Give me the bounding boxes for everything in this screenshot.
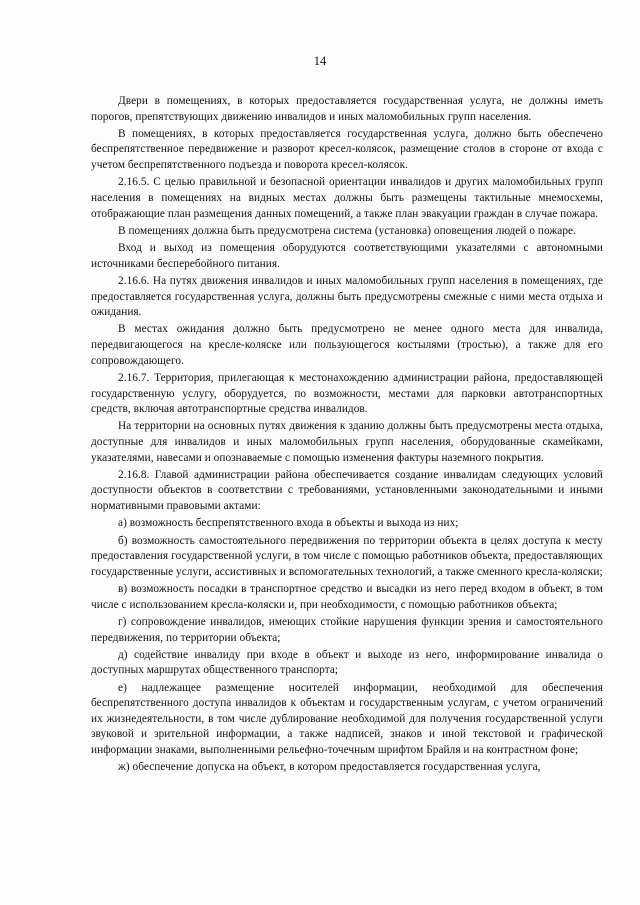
list-item: е) надлежащее размещение носителей информации, необходимой для обеспечения беспрепятственного доступа инвалидов к объектам и государственным услугам, с учетом ограничений их жизнедеятельности, в том числе дублирование необходимой для получения государственной услуги звуковой и зрительной информации, а также надписей, знаков и иной текстовой и графической информации знаками, выполненными рельефно-точечным шрифтом Брайля и на контрастном фоне;: [91, 681, 603, 757]
list-item: д) содействие инвалиду при входе в объект и выходе из него, информирование инвалида о доступных маршрутах общественного транспорта;: [91, 648, 603, 677]
paragraph: В помещениях, в которых предоставляется государственная услуга, должно быть обеспечено беспрепятственное передвижение и разворот кресел-колясок, размещение столов в стороне от входа с учетом беспрепятственного подъезда и поворота кресел-колясок.: [91, 127, 603, 172]
paragraph: 2.16.7. Территория, прилегающая к местонахождению администрации района, предоставляющей государственную услугу, оборудуется, по возможности, местами для парковки автотранспортных средств, включая автотранспортные средства инвалидов.: [91, 371, 603, 416]
paragraph: На территории на основных путях движения к зданию должны быть предусмотрены места отдыха, доступные для инвалидов и иных маломобильных групп населения, оборудованные скамейками, указателями, навесами и опознаваемые с помощью изменения фактуры наземного покрытия.: [91, 420, 603, 464]
paragraph: 2.16.8. Главой администрации района обеспечивается создание инвалидам следующих условий доступности объектов в соответствии с требованиями, установленными законодательными и иными нормативными правовыми актами:: [91, 468, 603, 513]
list-item: г) сопровождение инвалидов, имеющих стойкие нарушения функции зрения и самостоятельного передвижения, по территории объекта;: [91, 615, 603, 644]
paragraph: 2.16.6. На путях движения инвалидов и иных маломобильных групп населения в помещениях, где предоставляется государственная услуга, должны быть предусмотрены смежные с ними места отдыха и ожидания.: [91, 274, 603, 319]
paragraph: 2.16.5. С целью правильной и безопасной ориентации инвалидов и других маломобильных групп населения в помещениях на видных местах должны быть размещены тактильные мнемосхемы, отображающие план размещения данных помещений, а также план эвакуации граждан в случае пожара.: [91, 176, 603, 220]
page-number: 14: [313, 54, 327, 68]
list-item: в) возможность посадки в транспортное средство и высадки из него перед входом в объект, в том числе с использованием кресла-коляски и, при необходимости, с помощью работников объекта;: [91, 583, 603, 611]
document-body: [91, 94, 603, 778]
paragraph: Вход и выход из помещения оборудуются соответствующими указателями с автономными источниками бесперебойного питания.: [91, 242, 603, 270]
list-item: б) возможность самостоятельного передвижения по территории объекта в целях доступа к месту предоставления государственной услуги, в том числе с помощью работников объекта, предоставляющих государственные услуги, ассистивных и вспомогательных технологий, а также сменного кресла-коляски;: [91, 534, 603, 578]
list-item: а) возможность беспрепятственного входа в объекты и выхода из них;: [118, 517, 459, 530]
paragraph: Двери в помещениях, в которых предоставляется государственная услуга, не должны иметь порогов, препятствующих движению инвалидов и иных маломобильных групп населения.: [91, 95, 603, 123]
paragraph: В местах ожидания должно быть предусмотрено не менее одного места для инвалида, передвигающегося на кресле-коляске или пользующегося костылями (тростью), а также для его сопровождающего.: [91, 323, 603, 367]
list-item: ж) обеспечение допуска на объект, в котором предоставляется государственная услуга,: [118, 761, 541, 774]
paragraph: В помещениях должна быть предусмотрена система (установка) оповещения людей о пожаре.: [118, 224, 576, 237]
